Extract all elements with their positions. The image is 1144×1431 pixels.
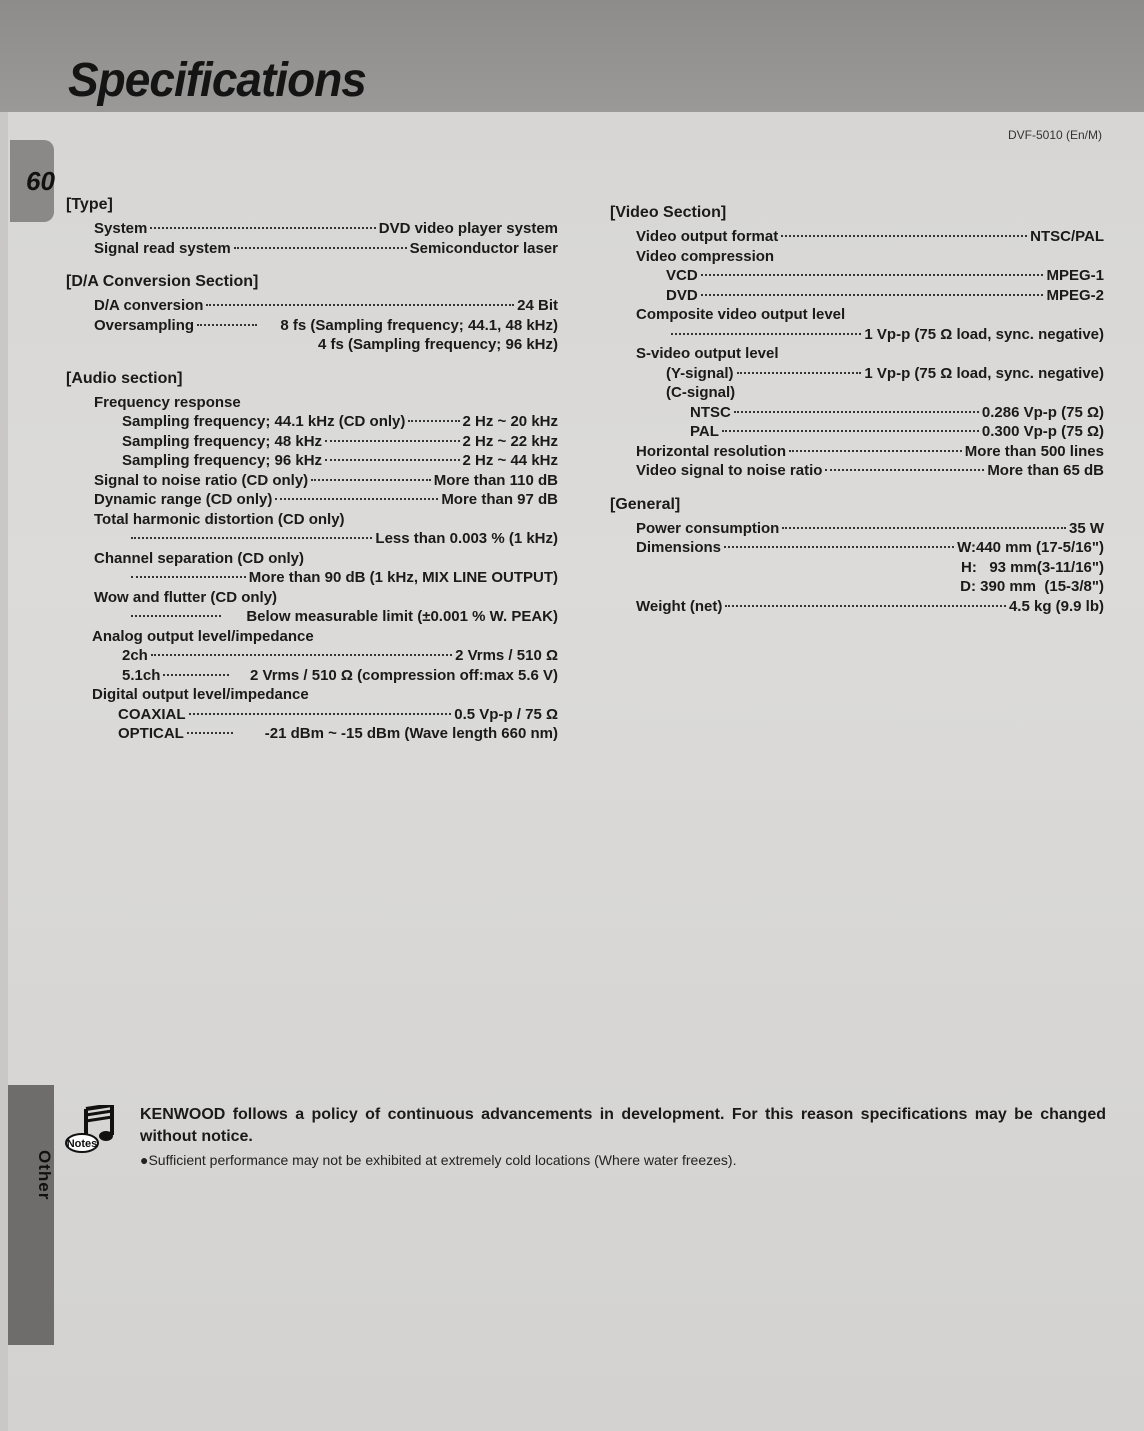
- spec-row-ntsc: [610, 404, 1104, 424]
- spec-value: MPEG-1: [1046, 267, 1104, 284]
- spec-value: Semiconductor laser: [409, 239, 558, 257]
- leader-dots: [789, 450, 962, 452]
- leader-dots: [671, 333, 861, 335]
- spec-value: 0.5 Vp-p / 75 Ω: [454, 705, 558, 723]
- spec-value: H: 93 mm(3-11/16"): [960, 558, 1104, 576]
- spec-label: System: [94, 220, 148, 237]
- spec-value: D: 390 mm (15-3/8"): [960, 578, 1104, 595]
- spec-label-video-compression: Video compression: [636, 247, 775, 265]
- spec-label: Oversampling: [94, 316, 195, 334]
- leader-dots: [782, 527, 1066, 529]
- spec-value: MPEG-2: [1046, 286, 1104, 304]
- leader-dots: [737, 372, 862, 374]
- spec-label: Sampling frequency; 48 kHz: [122, 432, 323, 450]
- spec-label: Signal to noise ratio (CD only): [94, 471, 309, 489]
- leader-dots: [725, 605, 1006, 607]
- leader-dots: [325, 440, 459, 442]
- spec-label: Dynamic range (CD only): [94, 491, 273, 508]
- notes-icon-label: Notes: [66, 1138, 98, 1150]
- leader-dots: [734, 411, 979, 413]
- leader-dots: [325, 459, 459, 461]
- leader-dots: [275, 498, 438, 500]
- spec-label: Signal read system: [94, 239, 231, 257]
- spec-label-wow-flutter: Wow and flutter (CD only): [94, 588, 278, 606]
- spec-row-snr: [66, 472, 558, 492]
- spec-value: More than 110 dB: [433, 471, 558, 489]
- spec-row-power-consumption: [610, 520, 1104, 540]
- spec-value: More than 65 dB: [987, 462, 1104, 479]
- leader-dots: [197, 324, 257, 326]
- section-heading-audio: [Audio section]: [66, 369, 183, 387]
- spec-row-horizontal-resolution: [610, 443, 1104, 463]
- leader-dots: [408, 420, 459, 422]
- leader-dots: [131, 576, 246, 578]
- spec-row-dimensions-h: [610, 559, 1104, 579]
- leader-dots: [131, 537, 372, 539]
- spec-label: Dimensions: [636, 539, 722, 556]
- spec-value: 2 Vrms / 510 Ω: [455, 647, 558, 664]
- spec-row-dvd: [610, 287, 1104, 307]
- spec-row-oversampling-2: [66, 336, 558, 356]
- spec-row-optical: [66, 725, 558, 745]
- spec-label: Sampling frequency; 44.1 kHz (CD only): [122, 413, 406, 430]
- leader-dots: [206, 304, 514, 306]
- spec-row-da-conversion: [66, 297, 558, 317]
- spec-row-freq-96: [66, 452, 558, 472]
- spec-label: OPTICAL: [118, 725, 184, 742]
- spec-value: DVD video player system: [378, 220, 558, 237]
- spec-value: More than 90 dB (1 kHz, MIX LINE OUTPUT): [248, 569, 558, 586]
- spec-label: Horizontal resolution: [636, 442, 786, 460]
- spec-value: 4 fs (Sampling frequency; 96 kHz): [317, 336, 558, 353]
- spec-label: NTSC: [690, 403, 731, 421]
- spec-value: 2 Hz ~ 44 kHz: [462, 452, 558, 469]
- spec-row-2ch: [66, 647, 558, 667]
- spec-value: 35 W: [1068, 519, 1104, 537]
- spec-label-c-signal: (C-signal): [666, 384, 736, 401]
- spec-label: VCD: [666, 267, 698, 284]
- spec-value: More than 500 lines: [964, 442, 1104, 460]
- spec-row-weight: [610, 598, 1104, 618]
- spec-value: 2 Hz ~ 22 kHz: [462, 432, 558, 450]
- spec-row-y-signal: [610, 365, 1104, 385]
- leader-dots: [151, 654, 452, 656]
- spec-label-composite-video: Composite video output level: [636, 306, 846, 323]
- spec-label-thd: Total harmonic distortion (CD only): [94, 510, 345, 528]
- leader-dots: [163, 674, 229, 676]
- section-heading-general: [General]: [610, 495, 681, 513]
- spec-row-composite-video: [610, 326, 1104, 346]
- spec-value: 2 Hz ~ 20 kHz: [462, 413, 558, 430]
- leader-dots: [701, 294, 1044, 296]
- spec-column-right: [610, 198, 1104, 617]
- spec-label: DVD: [666, 286, 698, 304]
- spec-row-51ch: [66, 667, 558, 687]
- side-tab-label: Other: [35, 1150, 54, 1201]
- spec-label: 5.1ch: [122, 666, 161, 684]
- spec-value: 0.286 Vp-p (75 Ω): [981, 403, 1104, 421]
- model-code: DVF-5010 (En/M): [1007, 128, 1102, 142]
- spec-row-pal: [610, 423, 1104, 443]
- spec-label-frequency-response: Frequency response: [94, 393, 241, 411]
- side-tab: [8, 1085, 54, 1345]
- leader-dots: [781, 235, 1027, 237]
- spec-label: PAL: [690, 423, 719, 440]
- spec-value: -21 dBm ~ -15 dBm (Wave length 660 nm): [264, 725, 558, 742]
- spec-row-dimensions: [610, 539, 1104, 559]
- spec-label: Video output format: [636, 228, 779, 245]
- section-heading-da: [D/A Conversion Section]: [66, 273, 259, 290]
- spec-value: W:440 mm (17-5/16"): [957, 539, 1104, 556]
- spec-label: Power consumption: [636, 519, 780, 537]
- spec-value: 4.5 kg (9.9 lb): [1008, 597, 1104, 615]
- spec-row-channel-separation: [66, 569, 558, 589]
- spec-label: (Y-signal): [666, 364, 734, 382]
- spec-row-vcd: [610, 267, 1104, 287]
- page-number: 60: [26, 166, 55, 196]
- spec-row-dimensions-d: [610, 578, 1104, 598]
- spec-label-digital-output: Digital output level/impedance: [92, 686, 309, 703]
- spec-label: D/A conversion: [94, 297, 204, 314]
- leader-dots: [234, 247, 407, 249]
- spec-row-thd: [66, 530, 558, 550]
- spec-row-dynamic-range: [66, 491, 558, 511]
- leader-dots: [187, 732, 233, 734]
- spec-label: Weight (net): [636, 597, 723, 615]
- spec-label-s-video: S-video output level: [636, 345, 779, 362]
- leader-dots: [825, 469, 984, 471]
- spec-label: COAXIAL: [118, 705, 186, 723]
- spec-row-oversampling: [66, 317, 558, 337]
- notes-icon: [64, 1105, 118, 1155]
- spec-label-channel-separation: Channel separation (CD only): [94, 549, 305, 567]
- spec-value: 1 Vp-p (75 Ω load, sync. negative): [864, 325, 1104, 343]
- page-title: Specifications: [68, 51, 366, 107]
- spec-row-video-snr: [610, 462, 1104, 482]
- spec-row-freq-441: [66, 413, 558, 433]
- leader-dots: [701, 274, 1044, 276]
- spec-value: 2 Vrms / 510 Ω (compression off:max 5.6 V): [250, 666, 558, 684]
- leader-dots: [189, 713, 452, 715]
- spec-row-coaxial: [66, 706, 558, 726]
- spec-label: Video signal to noise ratio: [636, 462, 823, 479]
- section-heading-type: [Type]: [66, 196, 113, 213]
- spec-label: 2ch: [122, 647, 148, 664]
- spec-row-system: [66, 220, 558, 240]
- leader-dots: [311, 479, 431, 481]
- spec-value: 24 Bit: [517, 297, 558, 314]
- spec-label: Sampling frequency; 96 kHz: [122, 452, 323, 469]
- spec-label-analog-output: Analog output level/impedance: [92, 627, 314, 645]
- leader-dots: [722, 430, 979, 432]
- spec-row-wow-flutter: [66, 608, 558, 628]
- spec-value: Below measurable limit (±0.001 % W. PEAK): [246, 608, 558, 625]
- spec-value: NTSC/PAL: [1030, 228, 1104, 245]
- spec-value: More than 97 dB: [441, 491, 558, 508]
- notes-sub-text: ●Sufficient performance may not be exhibited at extremely cold locations (Where water freezes).: [140, 1152, 737, 1168]
- spec-value: Less than 0.003 % (1 kHz): [375, 530, 558, 547]
- leader-dots: [131, 615, 221, 617]
- section-heading-video: [Video Section]: [610, 204, 727, 221]
- spec-value: 0.300 Vp-p (75 Ω): [981, 423, 1104, 440]
- spec-row-signal-read: [66, 240, 558, 260]
- spec-value: 8 fs (Sampling frequency; 44.1, 48 kHz): [280, 316, 558, 334]
- spec-row-video-output-format: [610, 228, 1104, 248]
- leader-dots: [724, 546, 954, 548]
- spec-column-left: [66, 190, 558, 745]
- notes-main-text: KENWOOD follows a policy of continuous advancements in development. For this reason specifications may be changed without notice.: [140, 1106, 1106, 1145]
- leader-dots: [150, 227, 375, 229]
- spec-row-freq-48: [66, 433, 558, 453]
- spec-value: 1 Vp-p (75 Ω load, sync. negative): [864, 364, 1104, 382]
